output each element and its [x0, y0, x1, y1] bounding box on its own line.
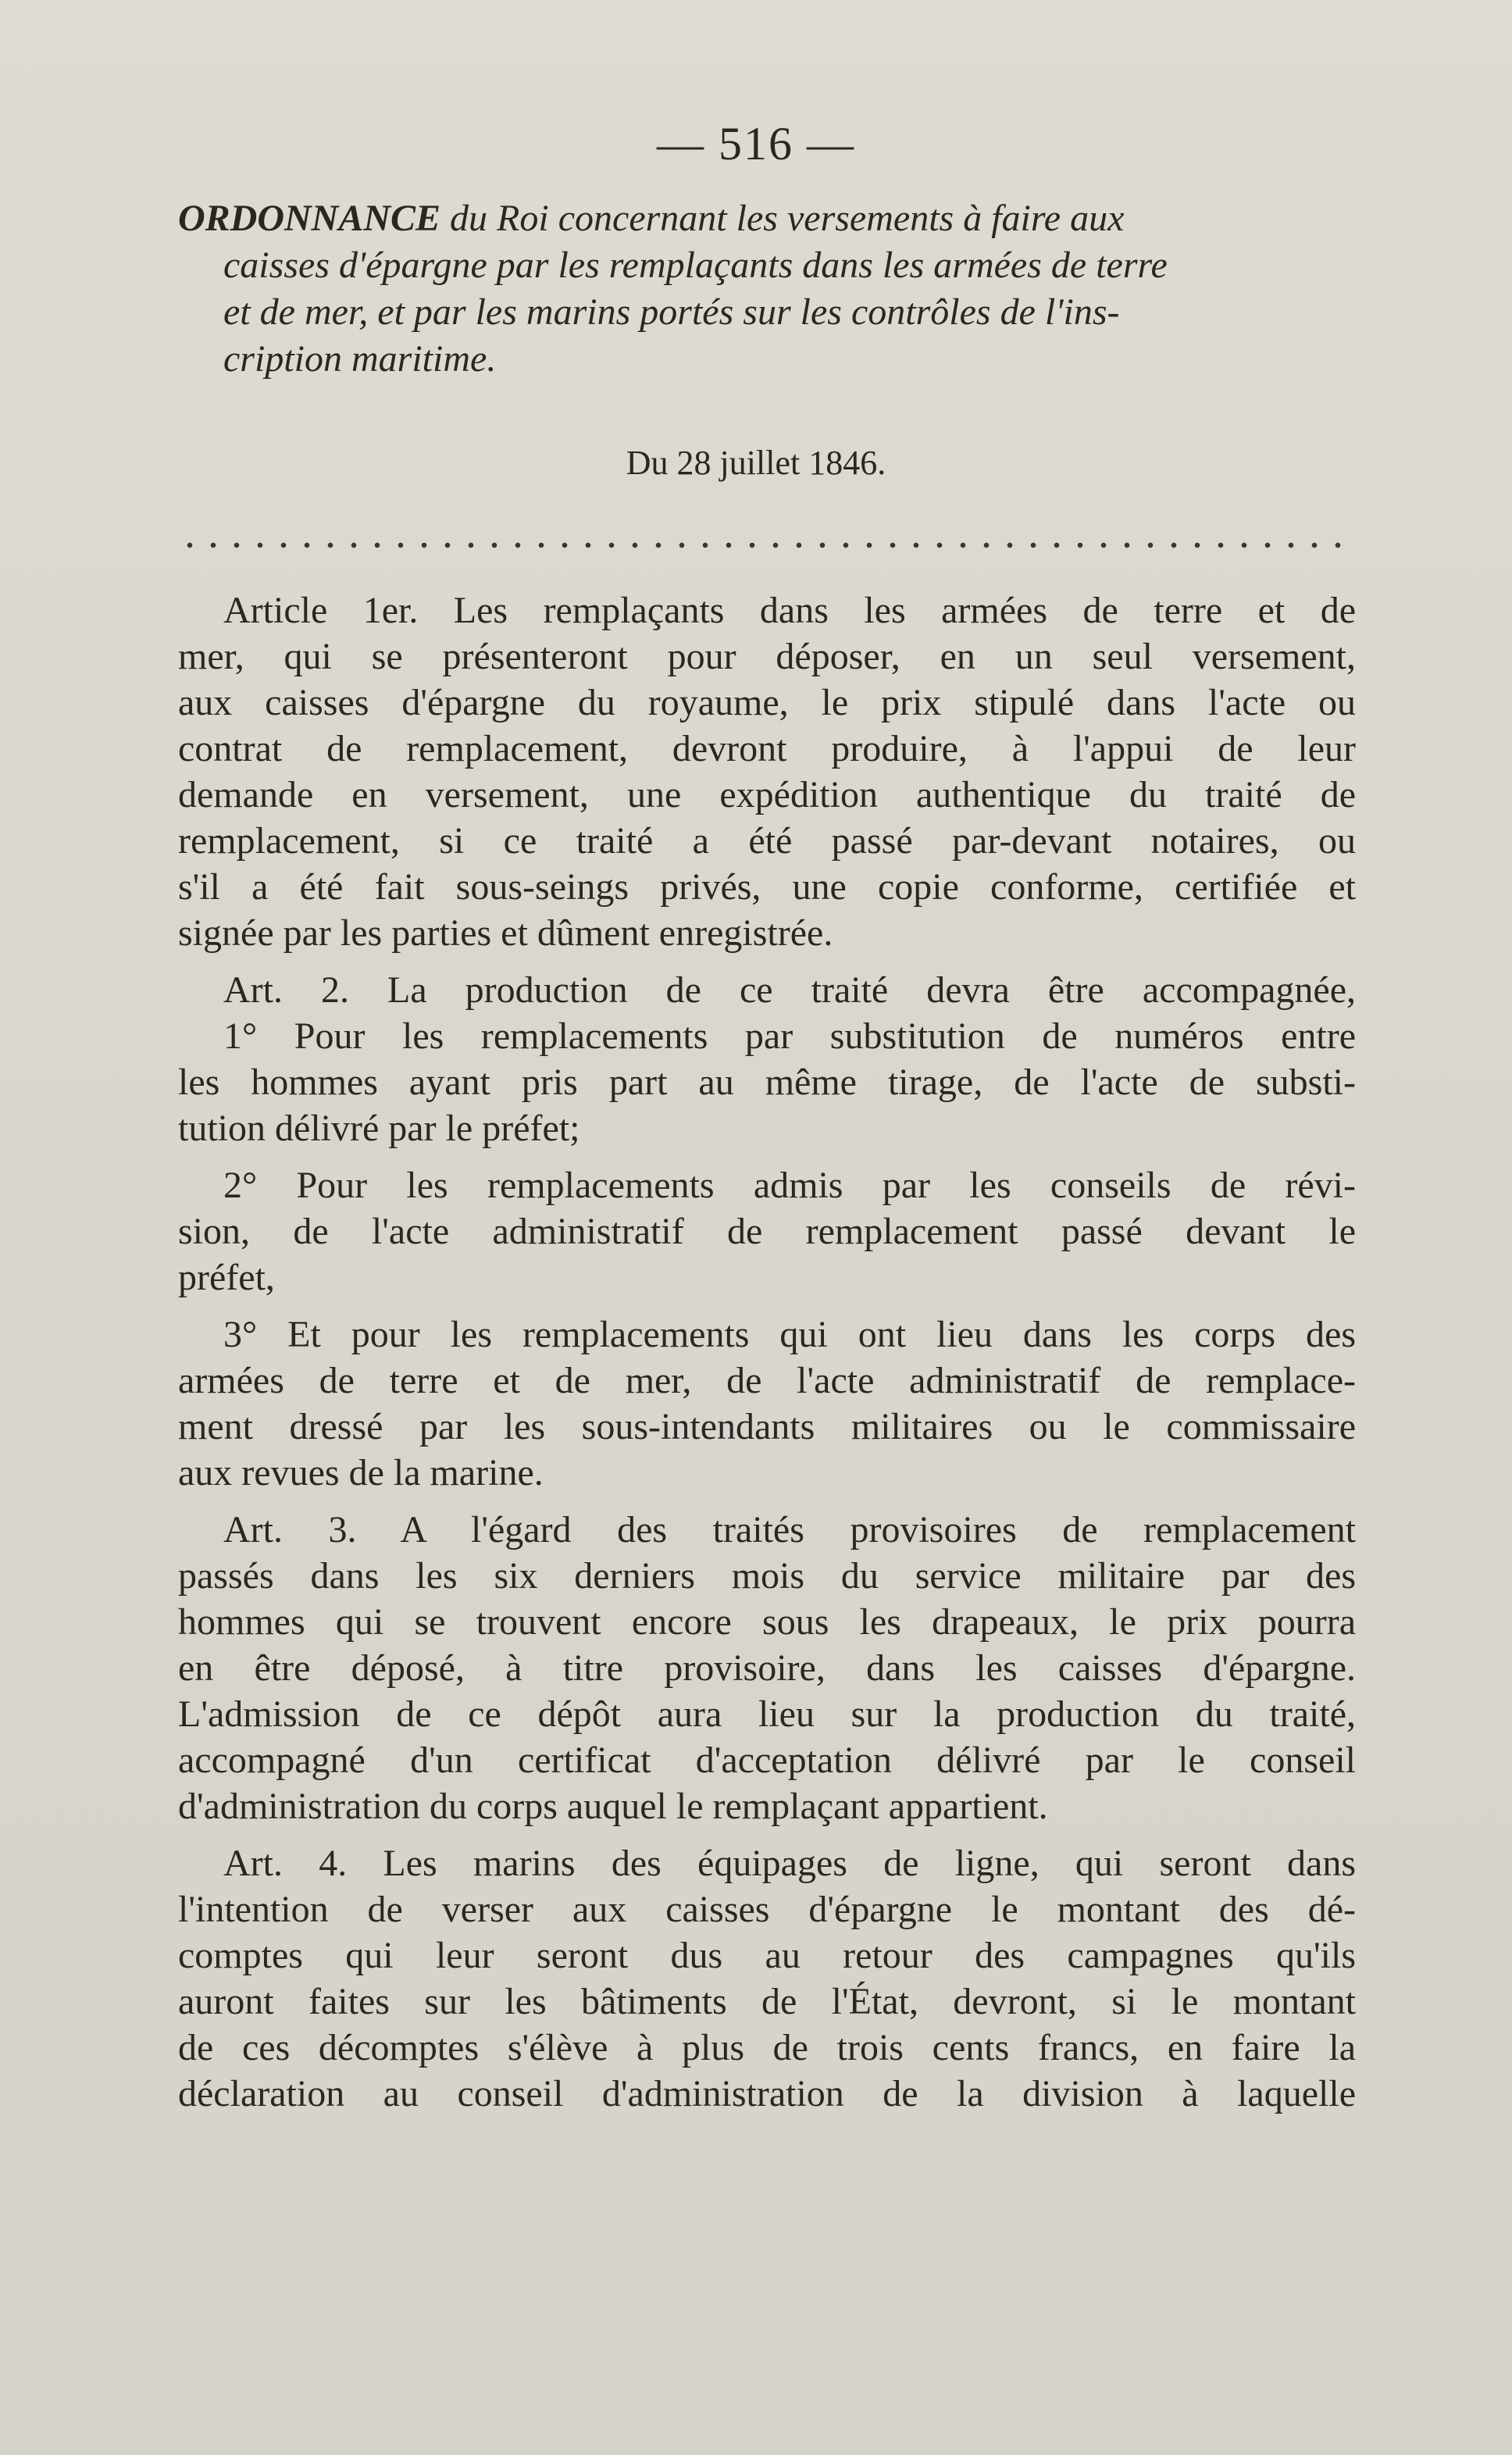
text-line: hommes qui se trouvent encore sous les drapeaux, le prix pourra — [178, 1601, 1356, 1643]
article-paragraph — [178, 1840, 1356, 2117]
text-line: Art. 2. La production de ce traité devra être accompagnée, — [223, 969, 1356, 1011]
text-line: Article 1er. Les remplaçants dans les armées de terre et de — [223, 590, 1356, 631]
text-line: en être déposé, à titre provisoire, dans les caisses d'épargne. — [178, 1647, 1356, 1689]
text-line: accompagné d'un certificat d'acceptation délivré par le conseil — [178, 1740, 1356, 1781]
paragraph-gap — [178, 956, 1356, 967]
text-line: comptes qui leur seront dus au retour des campagnes qu'ils — [178, 1935, 1356, 1976]
text-line: tution délivré par le préfet; — [178, 1108, 580, 1149]
text-line: demande en versement, une expédition authentique du traité de — [178, 774, 1356, 815]
text-line: de ces décomptes s'élève à plus de trois cents francs, en faire la — [178, 2027, 1356, 2068]
text-line: déclaration au conseil d'administration de la division à laquelle — [178, 2073, 1356, 2114]
ordinance-body — [178, 587, 1356, 2117]
paragraph-gap — [178, 1301, 1356, 1311]
text-line: Art. 3. A l'égard des traités provisoires de remplacement — [223, 1509, 1356, 1550]
text-line: signée par les parties et dûment enregistrée. — [178, 912, 833, 954]
text-line: mer, qui se présenteront pour déposer, en un seul versement, — [178, 636, 1356, 677]
page-number: — 516 — — [657, 118, 855, 169]
article-paragraph — [178, 967, 1356, 1151]
text-line: auront faites sur les bâtiments de l'État, devront, si le montant — [178, 1981, 1356, 2022]
text-line: 1° Pour les remplacements par substitution de numéros entre — [223, 1015, 1356, 1057]
paragraph-gap — [178, 1829, 1356, 1840]
paragraph-gap — [178, 1151, 1356, 1162]
article-paragraph — [178, 1162, 1356, 1301]
text-line: préfet, — [178, 1257, 275, 1298]
text-line: aux caisses d'épargne du royaume, le prix stipulé dans l'acte ou — [178, 682, 1356, 723]
article-paragraph — [178, 1311, 1356, 1496]
article-paragraph — [178, 1507, 1356, 1829]
text-line: ment dressé par les sous-intendants militaires ou le commissaire — [178, 1406, 1356, 1447]
text-line: Art. 4. Les marins des équipages de ligne, qui seront dans — [223, 1843, 1356, 1884]
text-line: remplacement, si ce traité a été passé par-devant notaires, ou — [178, 820, 1356, 862]
text-line: armées de terre et de mer, de l'acte administratif de remplace- — [178, 1360, 1356, 1401]
title-line: cription maritime. — [223, 338, 497, 380]
text-line: contrat de remplacement, devront produire, à l'appui de leur — [178, 728, 1356, 769]
text-line: sion, de l'acte administratif de remplacement passé devant le — [178, 1211, 1356, 1252]
title-lead-word: ORDONNANCE — [178, 198, 441, 239]
paragraph-gap — [178, 1496, 1356, 1507]
text-line: s'il a été fait sous-seings privés, une copie conforme, certifiée et — [178, 866, 1356, 908]
text-line: d'administration du corps auquel le remplaçant appartient. — [178, 1786, 1048, 1827]
text-line: 2° Pour les remplacements admis par les conseils de révi- — [223, 1165, 1356, 1206]
article-paragraph — [178, 587, 1356, 956]
text-line: aux revues de la marine. — [178, 1452, 544, 1493]
text-line: L'admission de ce dépôt aura lieu sur la production du traité, — [178, 1693, 1356, 1735]
ordinance-title — [178, 195, 1356, 383]
title-line: et de mer, et par les marins portés sur les contrôles de l'ins- — [223, 291, 1120, 333]
title-line: ORDONNANCE du Roi concernant les versements à faire aux — [178, 198, 1125, 239]
dotted-separator — [178, 537, 1356, 553]
text-line: 3° Et pour les remplacements qui ont lieu dans les corps des — [223, 1314, 1356, 1355]
text-line: passés dans les six derniers mois du service militaire par des — [178, 1555, 1356, 1597]
text-line: les hommes ayant pris part au même tirage, de l'acte de substi- — [178, 1062, 1356, 1103]
title-line: caisses d'épargne par les remplaçants dans les armées de terre — [223, 244, 1168, 286]
text-line: l'intention de verser aux caisses d'épargne le montant des dé- — [178, 1889, 1356, 1930]
ordinance-date: Du 28 juillet 1846. — [626, 444, 886, 482]
